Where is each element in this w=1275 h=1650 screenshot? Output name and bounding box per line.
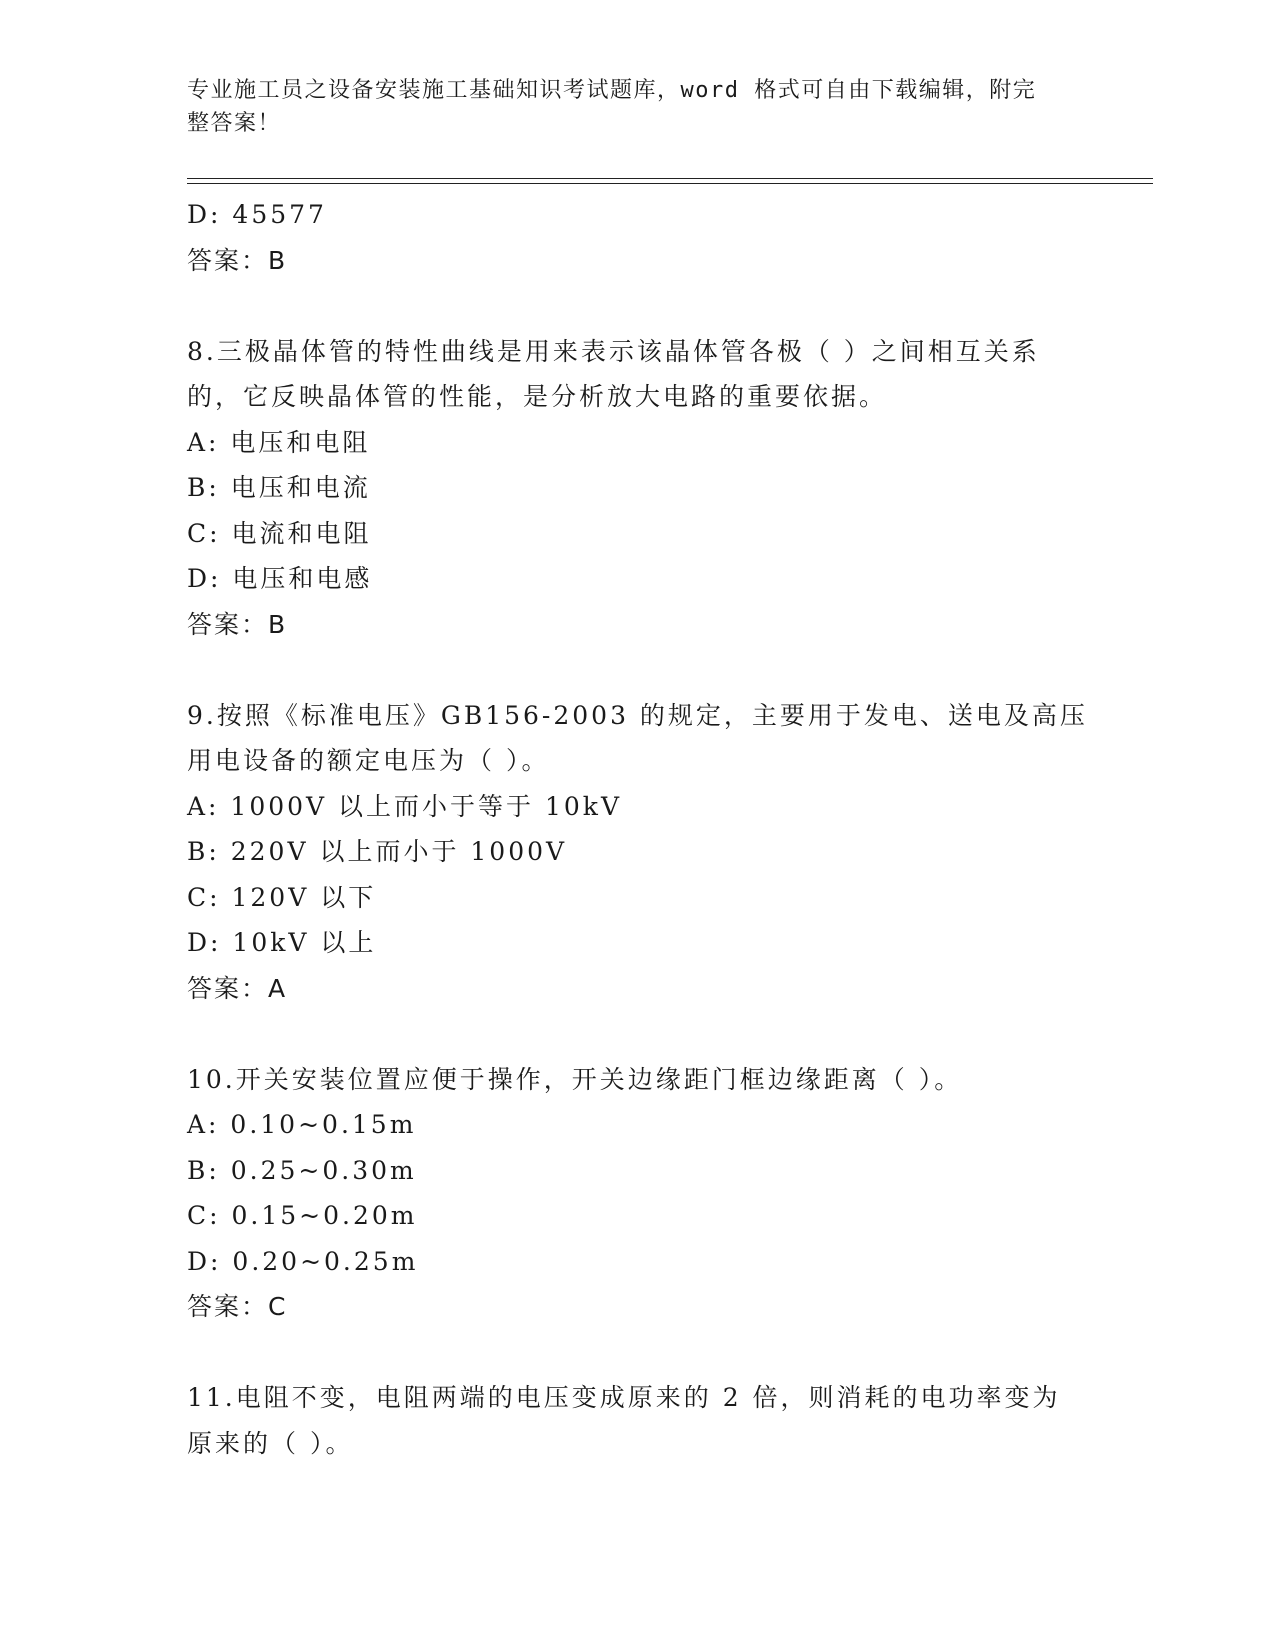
option-a: A: 电压和电阻 bbox=[187, 427, 371, 457]
option-a: A: 0.10~0.15m bbox=[187, 1110, 417, 1139]
option-b: B: 电压和电流 bbox=[187, 473, 371, 502]
spacer bbox=[187, 1011, 1087, 1057]
question-text-line-1: 9.按照《标准电压》GB156-2003 的规定，主要用于发电、送电及高压 bbox=[187, 700, 1088, 730]
option-c: C: 0.15~0.20m bbox=[187, 1201, 418, 1230]
document-header bbox=[187, 74, 1067, 140]
question-9 bbox=[187, 693, 1087, 1012]
header-line-2: 整答案！ bbox=[187, 111, 282, 136]
document-body bbox=[187, 192, 1087, 1466]
question-10 bbox=[187, 1057, 1087, 1330]
question-text-line-2: 用电设备的额定电压为（ ）。 bbox=[187, 746, 550, 775]
question-8 bbox=[187, 329, 1087, 648]
header-line-1: 专业施工员之设备安装施工基础知识考试题库，word 格式可自由下载编辑，附完 bbox=[187, 78, 1037, 103]
answer-line: 答案：B bbox=[187, 245, 288, 275]
option-d: D: 电压和电感 bbox=[187, 564, 373, 593]
question-text-line-2: 的，它反映晶体管的性能，是分析放大电路的重要依据。 bbox=[187, 382, 888, 411]
spacer bbox=[187, 1330, 1087, 1376]
answer-line: 答案：B bbox=[187, 609, 288, 639]
question-7-tail bbox=[187, 192, 1087, 283]
question-text-line-1: 10.开关安装位置应便于操作，开关边缘距门框边缘距离（ ）。 bbox=[187, 1064, 963, 1094]
option-c: C: 120V 以下 bbox=[187, 882, 377, 912]
spacer bbox=[187, 647, 1087, 693]
header-divider-top bbox=[187, 178, 1153, 179]
header-divider-bottom bbox=[187, 183, 1153, 184]
answer-line: 答案：A bbox=[187, 973, 288, 1003]
question-11 bbox=[187, 1375, 1087, 1466]
question-text-line-1: 11.电阻不变，电阻两端的电压变成原来的 2 倍，则消耗的电功率变为 bbox=[187, 1383, 1061, 1412]
answer-line: 答案：C bbox=[187, 1292, 288, 1321]
option-d: D: 10kV 以上 bbox=[187, 928, 377, 957]
option-b: B: 0.25~0.30m bbox=[187, 1155, 417, 1185]
option-a: A: 1000V 以上而小于等于 10kV bbox=[187, 791, 623, 821]
question-text-line-1: 8.三极晶体管的特性曲线是用来表示该晶体管各极（ ）之间相互关系 bbox=[187, 336, 1040, 366]
spacer bbox=[187, 283, 1087, 329]
option-c: C: 电流和电阻 bbox=[187, 518, 372, 548]
option-d: D: 0.20~0.25m bbox=[187, 1246, 419, 1276]
question-text-line-2: 原来的（ ）。 bbox=[187, 1428, 354, 1458]
option-d: D: 45577 bbox=[187, 200, 327, 229]
option-b: B: 220V 以上而小于 1000V bbox=[187, 837, 568, 866]
